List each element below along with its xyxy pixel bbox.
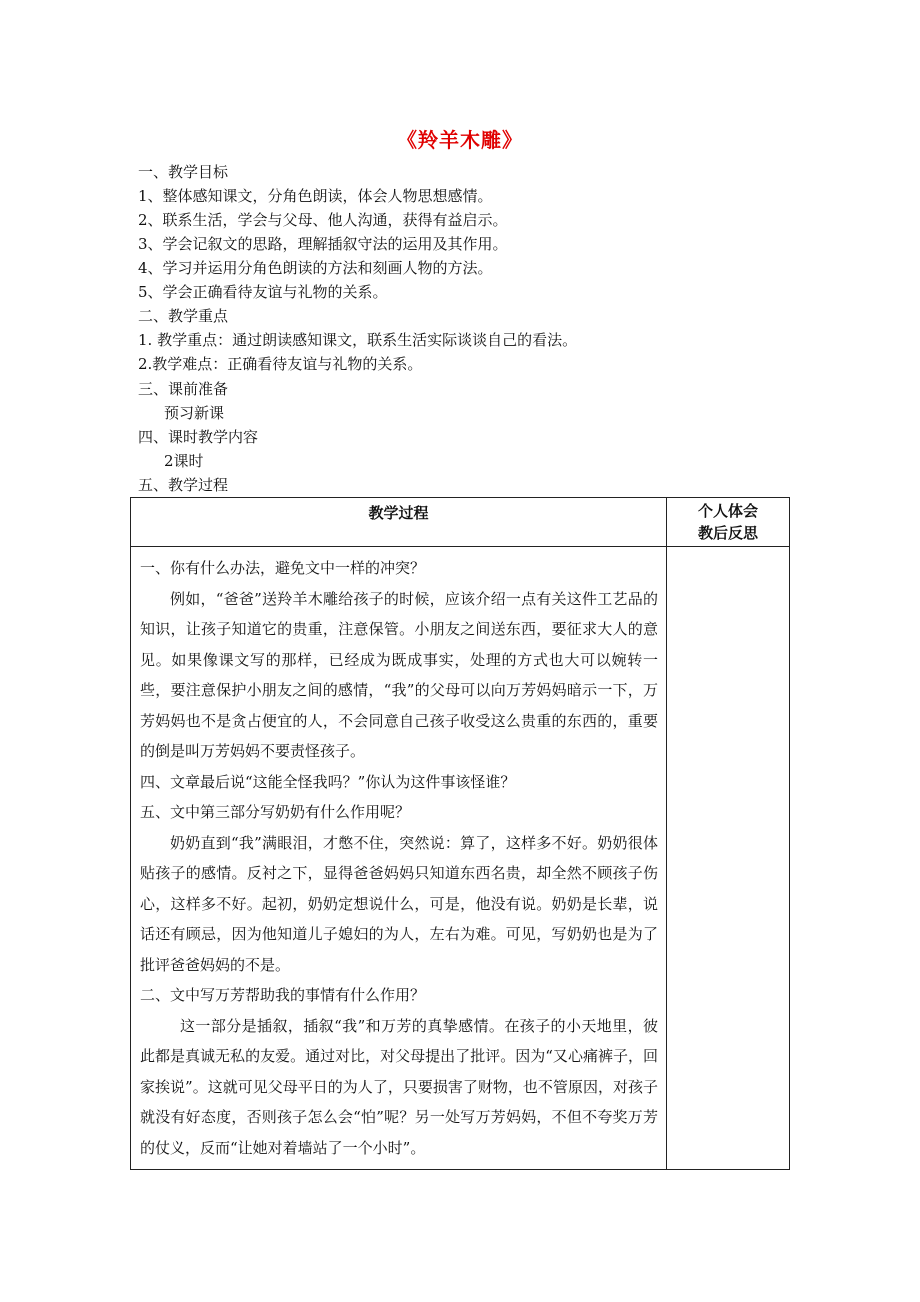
section-heading-objectives: 一、教学目标 [138, 163, 229, 181]
objective-item: 4、学习并运用分角色朗读的方法和刻画人物的方法。 [138, 259, 493, 277]
answer-paragraph: 这一部分是插叙，插叙“我”和万芳的真挚感情。在孩子的小天地里，彼此都是真诚无私的友爱。通过对比，对父母提出了批评。因为“又心痛裤子，回家挨说”。这就可见父母平日的为人了，只要损害了财物，也不管原因，对孩子就没有好态度，否则孩子怎么会“怕”呢？另一处写万芳妈妈，不但不夸奖万芳的仗义，反而“让她对着墙站了一个小时”。 [140, 1016, 658, 1157]
answer-paragraph: 例如，“爸爸”送羚羊木雕给孩子的时候，应该介绍一点有关这件工艺品的知识，让孩子知道它的贵重，注意保管。小朋友之间送东西，要征求大人的意见。如果像课文写的那样，已经成为既成事实，处理的方式也大可以婉转一些，要注意保护小朋友之间的感情，“我”的父母可以向万芳妈妈暗示一下，万芳妈妈也不是贪占便宜的人，不会同意自己孩子收受这么贵重的东西的，重要的倒是叫万芳妈妈不要责怪孩子。 [140, 589, 658, 760]
preparation-item: 预习新课 [164, 404, 225, 422]
objective-item: 2、联系生活，学会与父母、他人沟通，获得有益启示。 [138, 211, 508, 229]
question-paragraph: 二、文中写万芳帮助我的事情有什么作用？ [140, 986, 426, 1004]
document-title: 《羚羊木雕》 [397, 128, 523, 152]
teaching-process-table [130, 497, 790, 1170]
reflection-cell [667, 547, 790, 1170]
section-heading-preparation: 三、课前准备 [138, 380, 229, 398]
section-heading-focus: 二、教学重点 [138, 307, 229, 325]
objective-item: 3、学会记叙文的思路，理解插叙守法的运用及其作用。 [138, 235, 508, 253]
teaching-process-content [131, 547, 667, 1170]
objective-item: 5、学会正确看待友谊与礼物的关系。 [138, 283, 388, 301]
table-header-reflection: 个人体会 教后反思 [667, 498, 790, 547]
question-paragraph: 一、你有什么办法，避免文中一样的冲突？ [140, 559, 426, 577]
focus-item: 1. 教学重点：通过朗读感知课文，联系生活实际谈谈自己的看法。 [138, 331, 578, 349]
section-heading-process: 五、教学过程 [138, 476, 229, 494]
focus-item: 2.教学难点：正确看待友谊与礼物的关系。 [138, 355, 423, 373]
question-paragraph: 四、文章最后说“这能全怪我吗？”你认为这件事该怪谁？ [140, 772, 516, 791]
class-hours: 2课时 [164, 452, 204, 470]
table-header-process: 教学过程 [131, 498, 667, 547]
answer-paragraph: 奶奶直到“我”满眼泪，才憋不住，突然说：算了，这样多不好。奶奶很体贴孩子的感情。反衬之下，显得爸爸妈妈只知道东西名贵，却全然不顾孩子伤心，这样多不好。起初，奶奶定想说什么，可是，他没有说。奶奶是长辈，说话还有顾忌，因为他知道儿子媳妇的为人，左右为难。可见，写奶奶也是为了批评爸爸妈妈的不是。 [140, 833, 658, 974]
objective-item: 1、整体感知课文，分角色朗读，体会人物思想感情。 [138, 187, 493, 205]
section-heading-class-content: 四、课时教学内容 [138, 428, 259, 446]
question-paragraph: 五、文中第三部分写奶奶有什么作用呢？ [140, 803, 411, 821]
